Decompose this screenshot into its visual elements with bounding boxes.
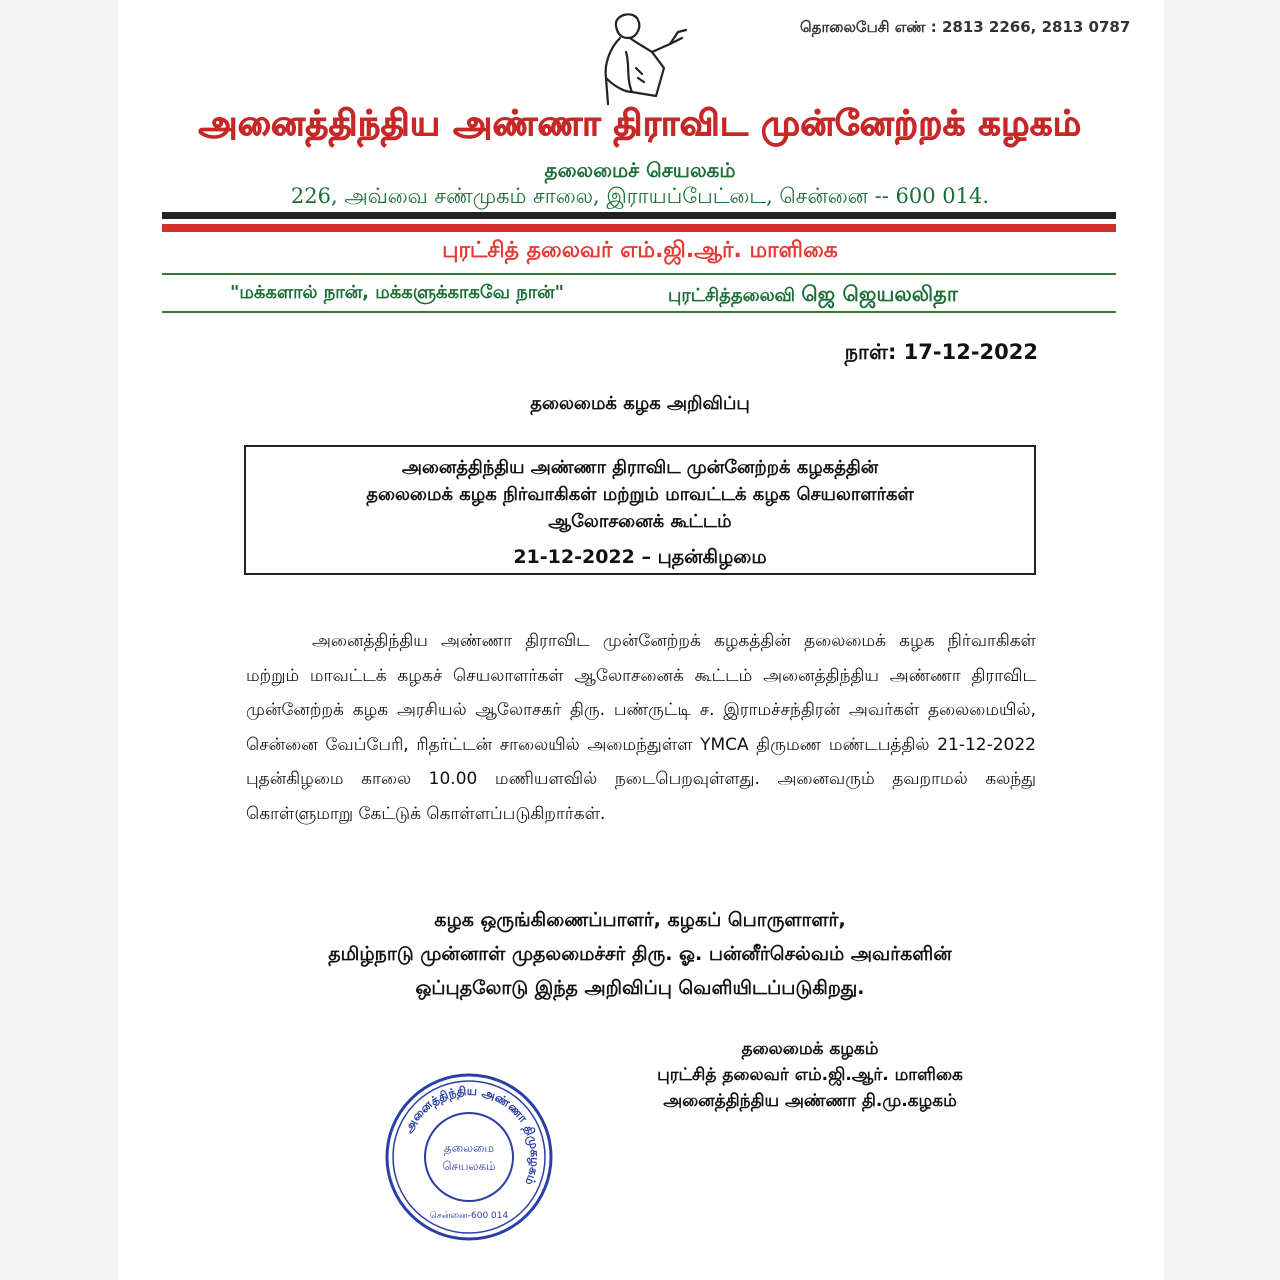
seal-center-line-1: தலைமை [443, 1141, 495, 1155]
date-label: நாள்: [844, 340, 897, 364]
meeting-title-box [244, 445, 1036, 575]
seal-bottom-text: சென்னை-600 014 [429, 1211, 509, 1221]
slogan-quote: "மக்களால் நான், மக்களுக்காகவே நான்" [230, 282, 564, 303]
official-seal [384, 1072, 554, 1242]
meeting-line-1: அனைத்திந்திய அண்ணா திராவிட முன்னேற்றக் கழகத்தின் [401, 457, 879, 478]
slogan-attribution [668, 282, 958, 309]
address: 226, அவ்வை சண்முகம் சாலை, இராயப்பேட்டை, சென்னை -- 600 014. [290, 184, 990, 208]
approval-line-3: ஒப்புதலோடு இந்த அறிவிப்பு வெளியிடப்படுகிறது. [415, 977, 865, 999]
approval-line-1: கழக ஒருங்கிணைப்பாளர், கழகப் பொருளாளர், [434, 909, 846, 931]
header-band-red [162, 224, 1116, 232]
meeting-date: 21-12-2022 – புதன்கிழமை [513, 546, 767, 568]
signature-line-2: புரட்சித் தலைவர் எம்.ஜி.ஆர். மாளிகை [657, 1065, 963, 1085]
approval-line-2: தமிழ்நாடு முன்னாள் முதலமைச்சர் திரு. ஓ. பன்னீர்செல்வம் அவர்களின் [328, 943, 952, 965]
approval-statement [0, 903, 1280, 1005]
attribution-prefix: புரட்சித்தலைவி [668, 285, 796, 306]
signature-block [590, 1036, 1030, 1114]
meeting-line-2: தலைமைக் கழக நிர்வாகிகள் மற்றும் மாவட்டக் கழக செயலாளர்கள் [366, 484, 914, 505]
green-rule-bottom [162, 311, 1116, 313]
seal-center-line-2: செயலகம் [442, 1159, 496, 1173]
green-rule-top [162, 273, 1116, 275]
document-date [845, 340, 1038, 367]
seal-ring-text: அனைத்திந்திய அண்ணா திமுகழகம் [401, 1083, 543, 1188]
leader-figure-illustration [586, 8, 696, 108]
notice-heading: தலைமைக் கழக அறிவிப்பு [530, 393, 750, 414]
headquarters-title: தலைமைச் செயலகம் [544, 158, 736, 182]
signature-line-3: அனைத்திந்திய அண்ணா தி.மு.கழகம் [663, 1091, 957, 1111]
body-paragraph: அனைத்திந்திய அண்ணா திராவிட முன்னேற்றக் கழகத்தின் தலைமைக் கழக நிர்வாகிகள் மற்றும் மாவட்டக் கழகச் செயலாளர்கள் ஆலோசனைக் கூட்டம் அனைத்திந்திய அண்ணா திராவிட முன்னேற்றக் கழக அரசியல் ஆலோசகர் திரு. பண்ருட்டி ச. இராமச்சந்திரன் அவர்கள் தலைமையில், சென்னை வேப்பேரி, ரிதர்ட்டன் சாலையில் அமைந்துள்ள YMCA திருமண மண்டபத்தில் 21-12-2022 புதன்கிழமை காலை 10.00 மணியளவில் நடைபெறவுள்ளது. அனைவரும் தவறாமல் கலந்து கொள்ளுமாறு கேட்டுக் கொள்ளப்படுகிறார்கள். [246, 631, 1036, 824]
date-value: 17-12-2022 [903, 340, 1038, 364]
organization-name: அனைத்திந்திய அண்ணா திராவிட முன்னேற்றக் கழகம் [198, 104, 1082, 144]
signature-line-1: தலைமைக் கழகம் [741, 1039, 879, 1059]
attribution-name: ஜெ ஜெயலலிதா [801, 282, 958, 306]
header-band-black [162, 212, 1116, 219]
meeting-line-3: ஆலோசனைக் கூட்டம் [548, 511, 732, 532]
phone-number: தொலைபேசி எண் : 2813 2266, 2813 0787 [800, 18, 1131, 36]
building-name: புரட்சித் தலைவர் எம்.ஜி.ஆர். மாளிகை [442, 238, 838, 263]
